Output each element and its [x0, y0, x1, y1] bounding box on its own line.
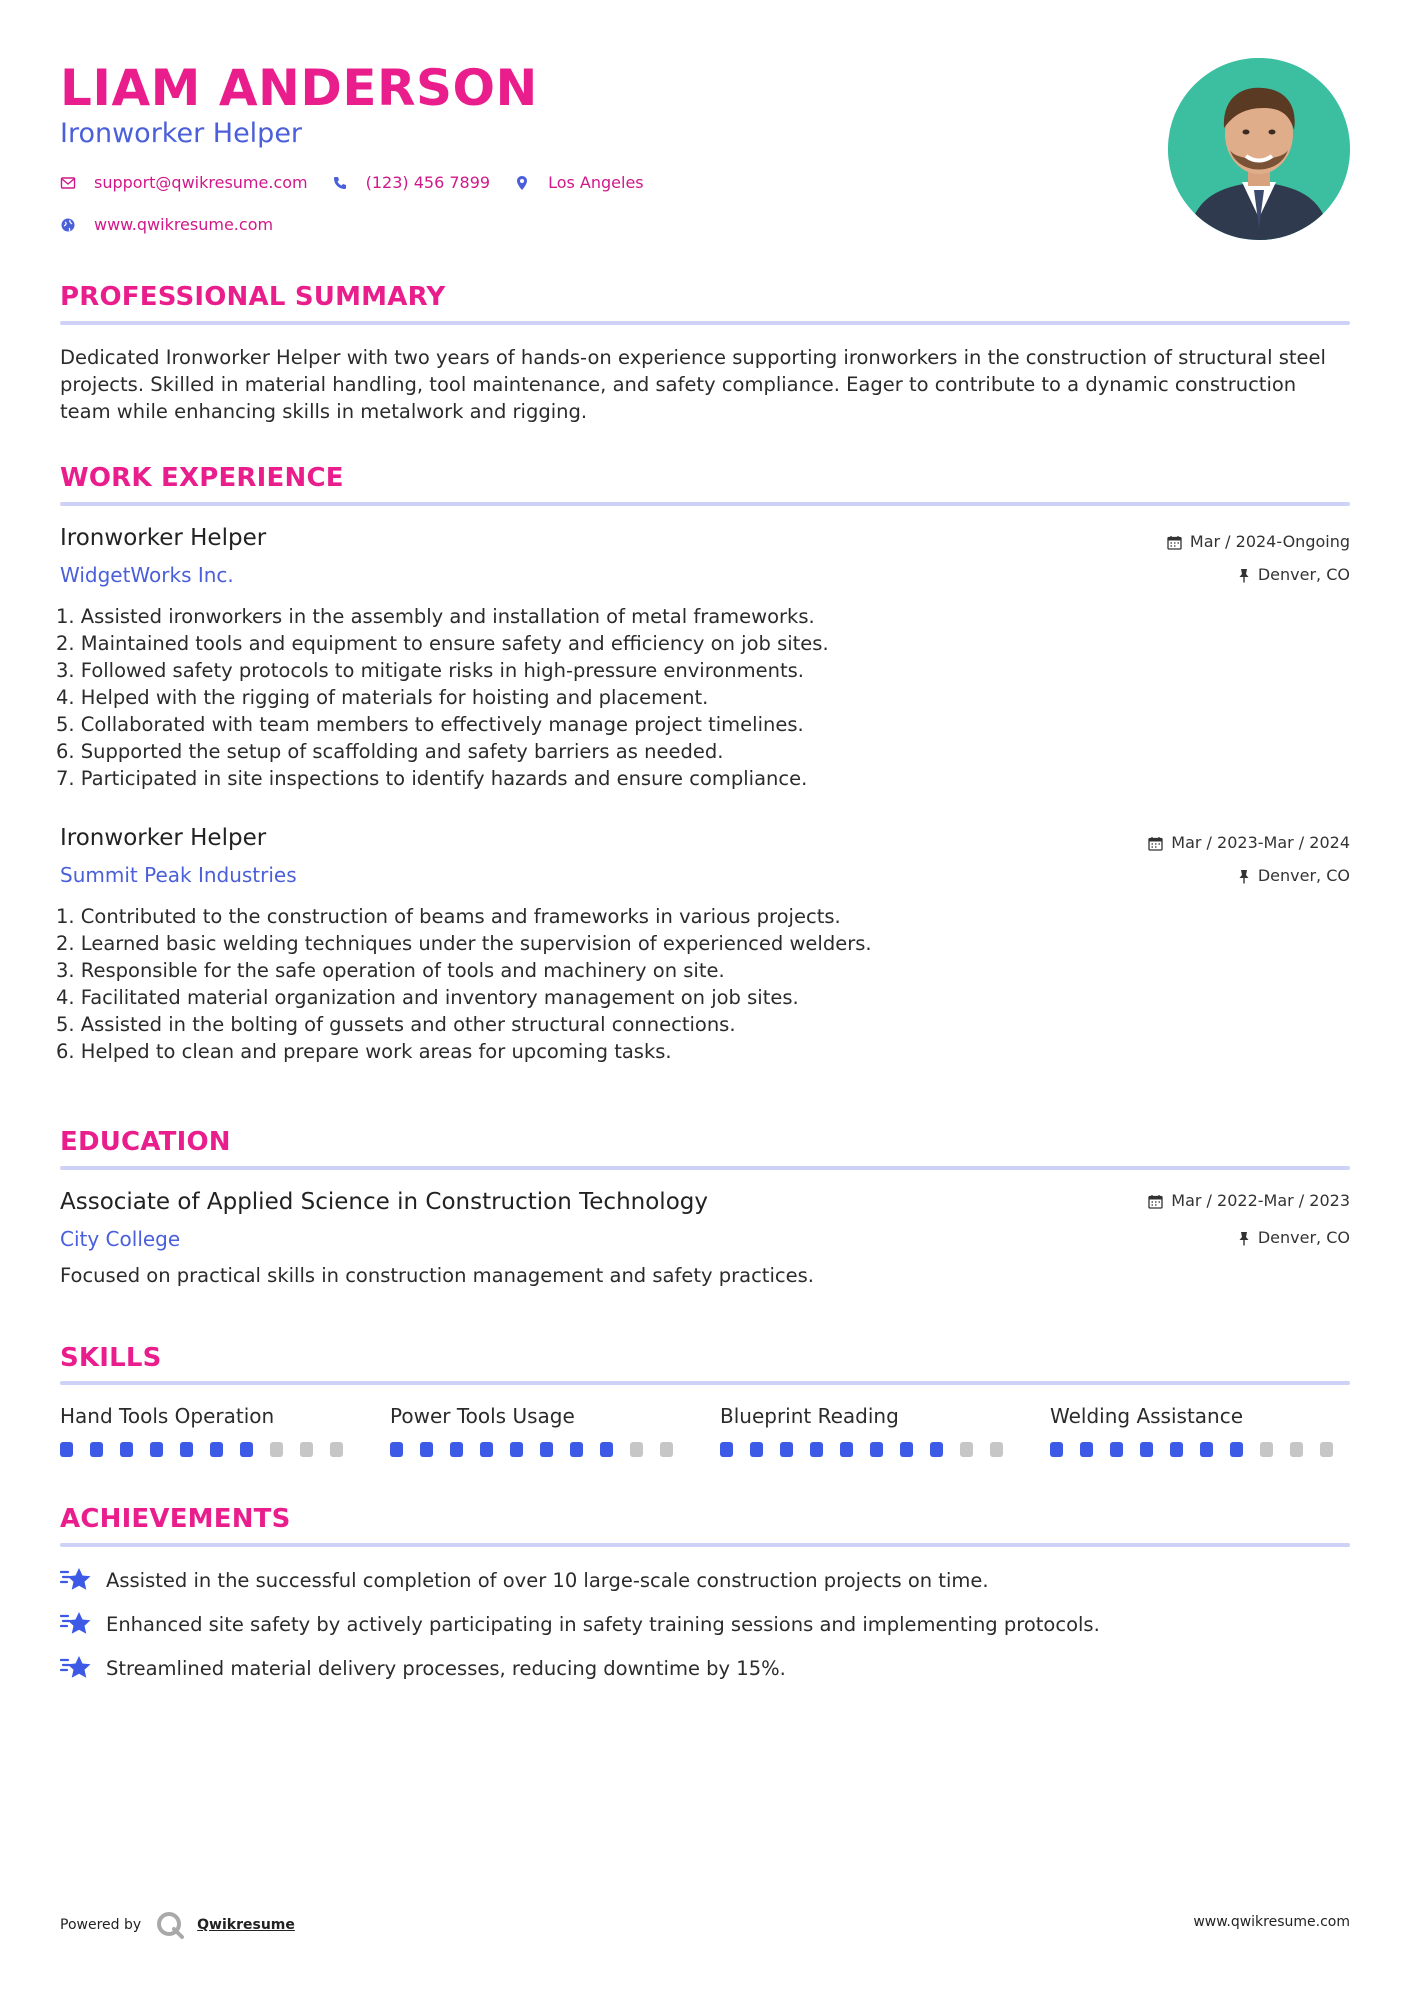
- section-divider: [60, 1166, 1350, 1170]
- education-location: [1238, 1227, 1350, 1249]
- profile-photo: [1168, 58, 1350, 240]
- job-dates-text: Mar / 2023-Mar / 2024: [1171, 833, 1350, 852]
- job-company: WidgetWorks Inc.: [60, 563, 234, 587]
- list-item: 3. Responsible for the safe operation of tools and machinery on site.: [56, 959, 725, 982]
- resume-page: [56, 0, 1350, 1990]
- skill-dot-filled: [420, 1442, 433, 1457]
- education-heading: EDUCATION: [60, 1127, 231, 1157]
- footer-website[interactable]: www.qwikresume.com: [1193, 1914, 1350, 1930]
- skill-name: Welding Assistance: [1050, 1404, 1244, 1428]
- list-item: 2. Maintained tools and equipment to ensure safety and efficiency on job sites.: [56, 632, 829, 655]
- location-pin-icon: [514, 175, 530, 191]
- skill-dot-empty: [630, 1442, 643, 1457]
- skills-heading: SKILLS: [60, 1343, 162, 1373]
- job-location: [1238, 865, 1350, 887]
- list-item: 7. Participated in site inspections to identify hazards and ensure compliance.: [56, 767, 808, 790]
- skill-dot-filled: [780, 1442, 793, 1457]
- phone-icon: [332, 175, 348, 191]
- skill-name: Hand Tools Operation: [60, 1404, 275, 1428]
- pushpin-icon: [1238, 869, 1250, 884]
- summary-heading: PROFESSIONAL SUMMARY: [60, 282, 446, 312]
- section-divider: [60, 1381, 1350, 1385]
- list-item: 1. Contributed to the construction of beams and frameworks in various projects.: [56, 905, 841, 928]
- skill-dot-filled: [150, 1442, 163, 1457]
- job-company: Summit Peak Industries: [60, 863, 297, 887]
- job-dates: [1148, 832, 1350, 854]
- list-item: 1. Assisted ironworkers in the assembly and installation of metal frameworks.: [56, 605, 815, 628]
- pushpin-icon: [1238, 1231, 1250, 1246]
- job-bullets: [56, 603, 829, 792]
- skill-dot-filled: [1200, 1442, 1213, 1457]
- website-row: [60, 214, 297, 236]
- skill-item: [720, 1402, 1020, 1457]
- skill-dot-filled: [720, 1442, 733, 1457]
- skill-dot-filled: [210, 1442, 223, 1457]
- calendar-icon: [1148, 836, 1163, 851]
- globe-icon: [60, 217, 76, 233]
- powered-by: [60, 1910, 295, 1940]
- skill-dot-empty: [990, 1442, 1003, 1457]
- job-location-text: Denver, CO: [1257, 866, 1350, 885]
- skill-item: [390, 1402, 690, 1457]
- education-description: Focused on practical skills in construction management and safety practices.: [60, 1264, 814, 1287]
- skill-dot-filled: [1080, 1442, 1093, 1457]
- star-badge-icon: [60, 1566, 92, 1594]
- skill-dot-filled: [240, 1442, 253, 1457]
- star-badge-icon: [60, 1610, 92, 1638]
- achievement-item: [60, 1610, 1100, 1638]
- email-icon: [60, 175, 76, 191]
- list-item: 6. Supported the setup of scaffolding and safety barriers as needed.: [56, 740, 724, 763]
- candidate-title: Ironworker Helper: [60, 118, 303, 149]
- skill-dot-filled: [450, 1442, 463, 1457]
- skill-dot-empty: [1260, 1442, 1273, 1457]
- skill-dot-filled: [930, 1442, 943, 1457]
- degree-title: Associate of Applied Science in Construction Technology: [60, 1189, 708, 1215]
- skill-dot-filled: [1170, 1442, 1183, 1457]
- skill-dot-filled: [600, 1442, 613, 1457]
- achievement-item: [60, 1654, 786, 1682]
- skill-dot-filled: [90, 1442, 103, 1457]
- website-link[interactable]: www.qwikresume.com: [94, 215, 274, 234]
- brand-link[interactable]: Qwikresume: [197, 1917, 295, 1933]
- skill-dot-filled: [1230, 1442, 1243, 1457]
- footer: [60, 1900, 1350, 1940]
- skill-item: [60, 1402, 360, 1457]
- achievements-heading: ACHIEVEMENTS: [60, 1504, 291, 1534]
- achievement-item: [60, 1566, 989, 1594]
- email-link[interactable]: support@qwikresume.com: [94, 173, 308, 192]
- list-item: 2. Learned basic welding techniques under the supervision of experienced welders.: [56, 932, 872, 955]
- job-location-text: Denver, CO: [1257, 565, 1350, 584]
- job-role: Ironworker Helper: [60, 525, 267, 551]
- skill-dot-filled: [750, 1442, 763, 1457]
- education-location-text: Denver, CO: [1257, 1228, 1350, 1247]
- section-divider: [60, 1543, 1350, 1547]
- skill-dot-empty: [660, 1442, 673, 1457]
- list-item: 6. Helped to clean and prepare work areas for upcoming tasks.: [56, 1040, 672, 1063]
- skill-item: [1050, 1402, 1350, 1457]
- powered-by-label: Powered by: [60, 1917, 142, 1933]
- skill-dot-filled: [1140, 1442, 1153, 1457]
- skill-name: Blueprint Reading: [720, 1404, 899, 1428]
- skill-dot-filled: [480, 1442, 493, 1457]
- list-item: 5. Assisted in the bolting of gussets and other structural connections.: [56, 1013, 736, 1036]
- skill-rating: [390, 1442, 690, 1457]
- list-item: 4. Facilitated material organization and inventory management on job sites.: [56, 986, 799, 1009]
- skill-dot-filled: [1110, 1442, 1123, 1457]
- contact-row: [60, 172, 668, 194]
- section-divider: [60, 321, 1350, 325]
- candidate-name: LIAM ANDERSON: [60, 59, 538, 117]
- skill-dot-filled: [1050, 1442, 1063, 1457]
- section-divider: [60, 502, 1350, 506]
- list-item: 5. Collaborated with team members to effectively manage project timelines.: [56, 713, 804, 736]
- education-dates: [1148, 1190, 1350, 1212]
- job-role: Ironworker Helper: [60, 825, 267, 851]
- skill-dot-empty: [270, 1442, 283, 1457]
- skill-dot-empty: [1290, 1442, 1303, 1457]
- achievement-text: Assisted in the successful completion of over 10 large-scale construction projects on time.: [106, 1568, 989, 1592]
- job-location: [1238, 564, 1350, 586]
- school-name: City College: [60, 1227, 181, 1251]
- calendar-icon: [1148, 1194, 1163, 1209]
- list-item: 4. Helped with the rigging of materials for hoisting and placement.: [56, 686, 709, 709]
- pushpin-icon: [1238, 568, 1250, 583]
- star-badge-icon: [60, 1654, 92, 1682]
- skill-name: Power Tools Usage: [390, 1404, 575, 1428]
- skill-dot-filled: [840, 1442, 853, 1457]
- experience-heading: WORK EXPERIENCE: [60, 463, 344, 493]
- skill-dot-filled: [180, 1442, 193, 1457]
- achievement-text: Enhanced site safety by actively participating in safety training sessions and implementing protocols.: [106, 1612, 1100, 1636]
- achievement-text: Streamlined material delivery processes, reducing downtime by 15%.: [106, 1656, 786, 1680]
- skill-dot-empty: [1320, 1442, 1333, 1457]
- skill-dot-filled: [120, 1442, 133, 1457]
- job-dates: [1167, 531, 1350, 553]
- skill-rating: [720, 1442, 1020, 1457]
- skill-dot-filled: [510, 1442, 523, 1457]
- skill-dot-filled: [810, 1442, 823, 1457]
- skill-dot-empty: [330, 1442, 343, 1457]
- summary-text: Dedicated Ironworker Helper with two years of hands-on experience supporting ironworkers in the construction of structural steel projects. Skilled in material handling, tool maintenance, and safety compliance. Eager to contribute to a dynamic construction team while enhancing skills in metalwork and rigging.: [60, 346, 1326, 423]
- skill-dot-filled: [60, 1442, 73, 1457]
- location-text: Los Angeles: [548, 173, 644, 192]
- qwikresume-logo-icon: [155, 1910, 185, 1940]
- job-bullets: [56, 903, 872, 1065]
- skill-dot-filled: [570, 1442, 583, 1457]
- education-dates-text: Mar / 2022-Mar / 2023: [1171, 1191, 1350, 1210]
- skill-dot-filled: [390, 1442, 403, 1457]
- job-dates-text: Mar / 2024-Ongoing: [1189, 532, 1350, 551]
- skill-dot-empty: [300, 1442, 313, 1457]
- skill-rating: [1050, 1442, 1350, 1457]
- skill-rating: [60, 1442, 360, 1457]
- skill-dot-empty: [960, 1442, 973, 1457]
- skill-dot-filled: [900, 1442, 913, 1457]
- skill-dot-filled: [540, 1442, 553, 1457]
- phone-number[interactable]: (123) 456 7899: [365, 173, 491, 192]
- list-item: 3. Followed safety protocols to mitigate risks in high-pressure environments.: [56, 659, 804, 682]
- skill-dot-filled: [870, 1442, 883, 1457]
- calendar-icon: [1167, 535, 1182, 550]
